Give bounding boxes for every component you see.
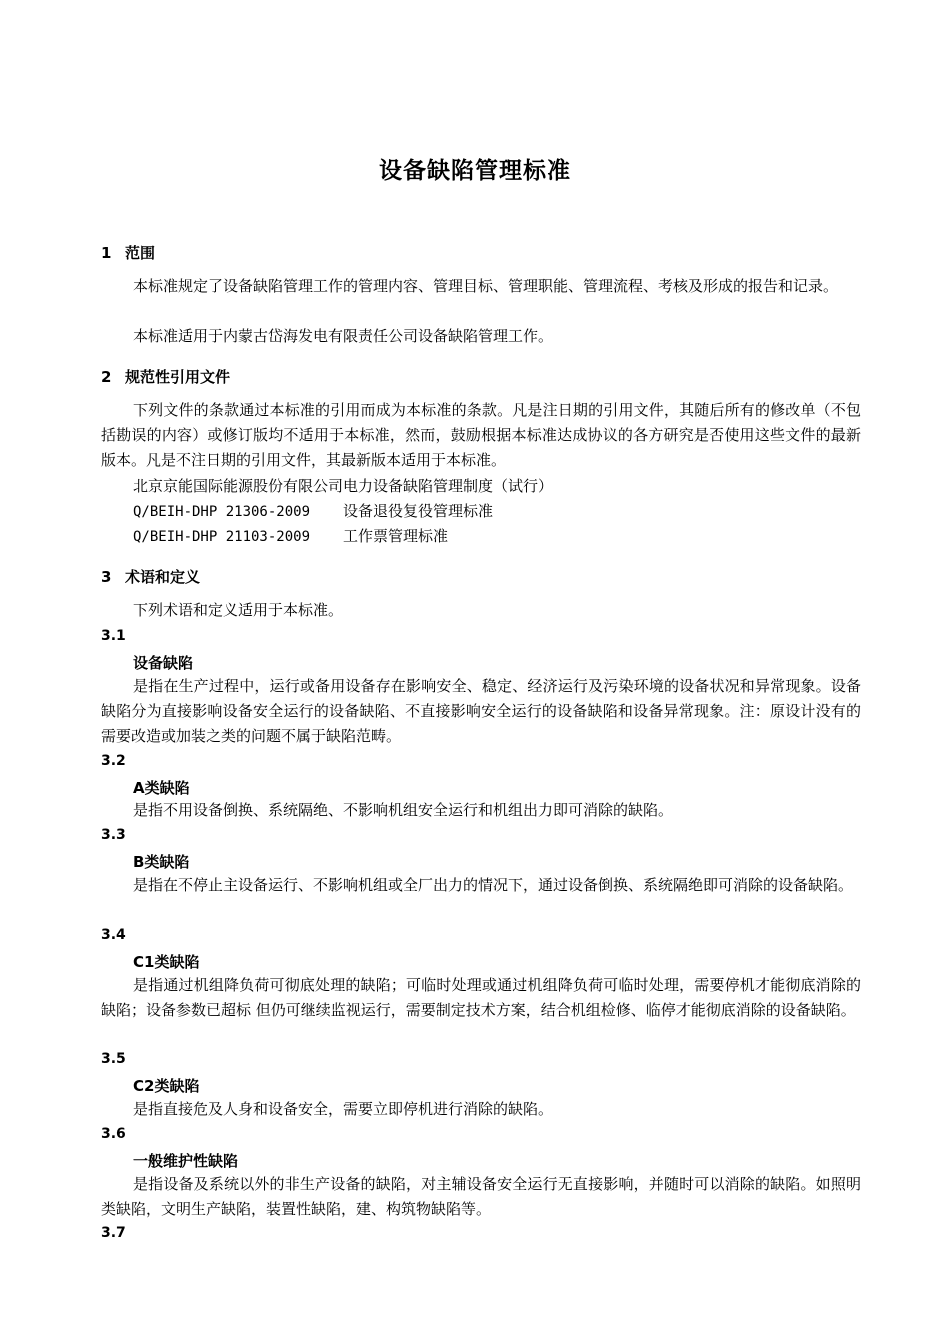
clause-number: 3.4 xyxy=(101,927,126,943)
term-definition: 是指设备及系统以外的非生产设备的缺陷，对主辅设备安全运行无直接影响，并随时可以消除的缺陷。如照明类缺陷，文明生产缺陷，装置性缺陷，建、构筑物缺陷等。 xyxy=(101,1175,861,1218)
clause-number: 3.1 xyxy=(101,628,126,644)
reference-code: Q/BEIH-DHP 21306-2009 xyxy=(133,504,311,520)
reference-code: Q/BEIH-DHP 21103-2009 xyxy=(133,529,311,545)
document-title: 设备缺陷管理标准 xyxy=(379,158,571,184)
scope-paragraph: 本标准适用于内蒙古岱海发电有限责任公司设备缺陷管理工作。 xyxy=(133,327,554,345)
section-number: 1 xyxy=(101,244,112,262)
section-title: 范围 xyxy=(125,244,156,262)
reference-name: 工作票管理标准 xyxy=(343,527,449,545)
term-definition: 是指通过机组降负荷可彻底处理的缺陷；可临时处理或通过机组降负荷可临时处理，需要停机才能彻底消除的缺陷；设备参数已超标 但仍可继续监视运行，需要制定技术方案，结合机组检修、临停才能彻底消除的设备缺陷。 xyxy=(101,976,861,1019)
term-definition: 是指不用设备倒换、系统隔绝、不影响机组安全运行和机组出力即可消除的缺陷。 xyxy=(133,801,674,819)
reference-item xyxy=(133,474,553,499)
section-title: 术语和定义 xyxy=(125,568,201,586)
reference-item xyxy=(133,499,493,525)
section-title: 规范性引用文件 xyxy=(125,368,231,386)
section-number: 2 xyxy=(101,368,112,386)
term-definition: 是指直接危及人身和设备安全，需要立即停机进行消除的缺陷。 xyxy=(133,1100,554,1118)
scope-paragraph: 本标准规定了设备缺陷管理工作的管理内容、管理目标、管理职能、管理流程、考核及形成的报告和记录。 xyxy=(133,277,839,295)
term-name: B类缺陷 xyxy=(133,853,190,871)
term-name: A类缺陷 xyxy=(133,779,190,797)
section-heading-scope xyxy=(101,242,155,263)
term-definition: 是指在不停止主设备运行、不影响机组或全厂出力的情况下，通过设备倒换、系统隔绝即可消除的设备缺陷。 xyxy=(133,876,854,894)
clause-number: 3.2 xyxy=(101,753,126,769)
term-name: C1类缺陷 xyxy=(133,953,200,971)
term-definition: 是指在生产过程中，运行或备用设备存在影响安全、稳定、经济运行及污染环境的设备状况和异常现象。设备缺陷分为直接影响设备安全运行的设备缺陷、不直接影响安全运行的设备缺陷和设备异常现象。注：原设计没有的需要改造或加装之类的问题不属于缺陷范畴。 xyxy=(101,677,861,745)
reference-item xyxy=(133,524,448,550)
term-name: 一般维护性缺陷 xyxy=(133,1152,239,1170)
clause-number: 3.7 xyxy=(101,1225,126,1241)
term-name: 设备缺陷 xyxy=(133,654,194,672)
clause-number: 3.6 xyxy=(101,1126,126,1142)
section-number: 3 xyxy=(101,568,112,586)
section-heading-terms xyxy=(101,566,200,587)
clause-number: 3.5 xyxy=(101,1051,126,1067)
reference-name: 北京京能国际能源股份有限公司电力设备缺陷管理制度（试行） xyxy=(133,477,554,495)
references-intro-paragraph: 下列文件的条款通过本标准的引用而成为本标准的条款。凡是注日期的引用文件，其随后所有的修改单（不包括勘误的内容）或修订版均不适用于本标准，然而，鼓励根据本标准达成协议的各方研究是否使用这些文件的最新版本。凡是不注日期的引用文件，其最新版本适用于本标准。 xyxy=(101,401,861,469)
clause-number: 3.3 xyxy=(101,827,126,843)
reference-name: 设备退役复役管理标准 xyxy=(343,502,494,520)
term-name: C2类缺陷 xyxy=(133,1077,200,1095)
section-heading-references xyxy=(101,366,230,387)
terms-intro-paragraph: 下列术语和定义适用于本标准。 xyxy=(133,601,344,619)
